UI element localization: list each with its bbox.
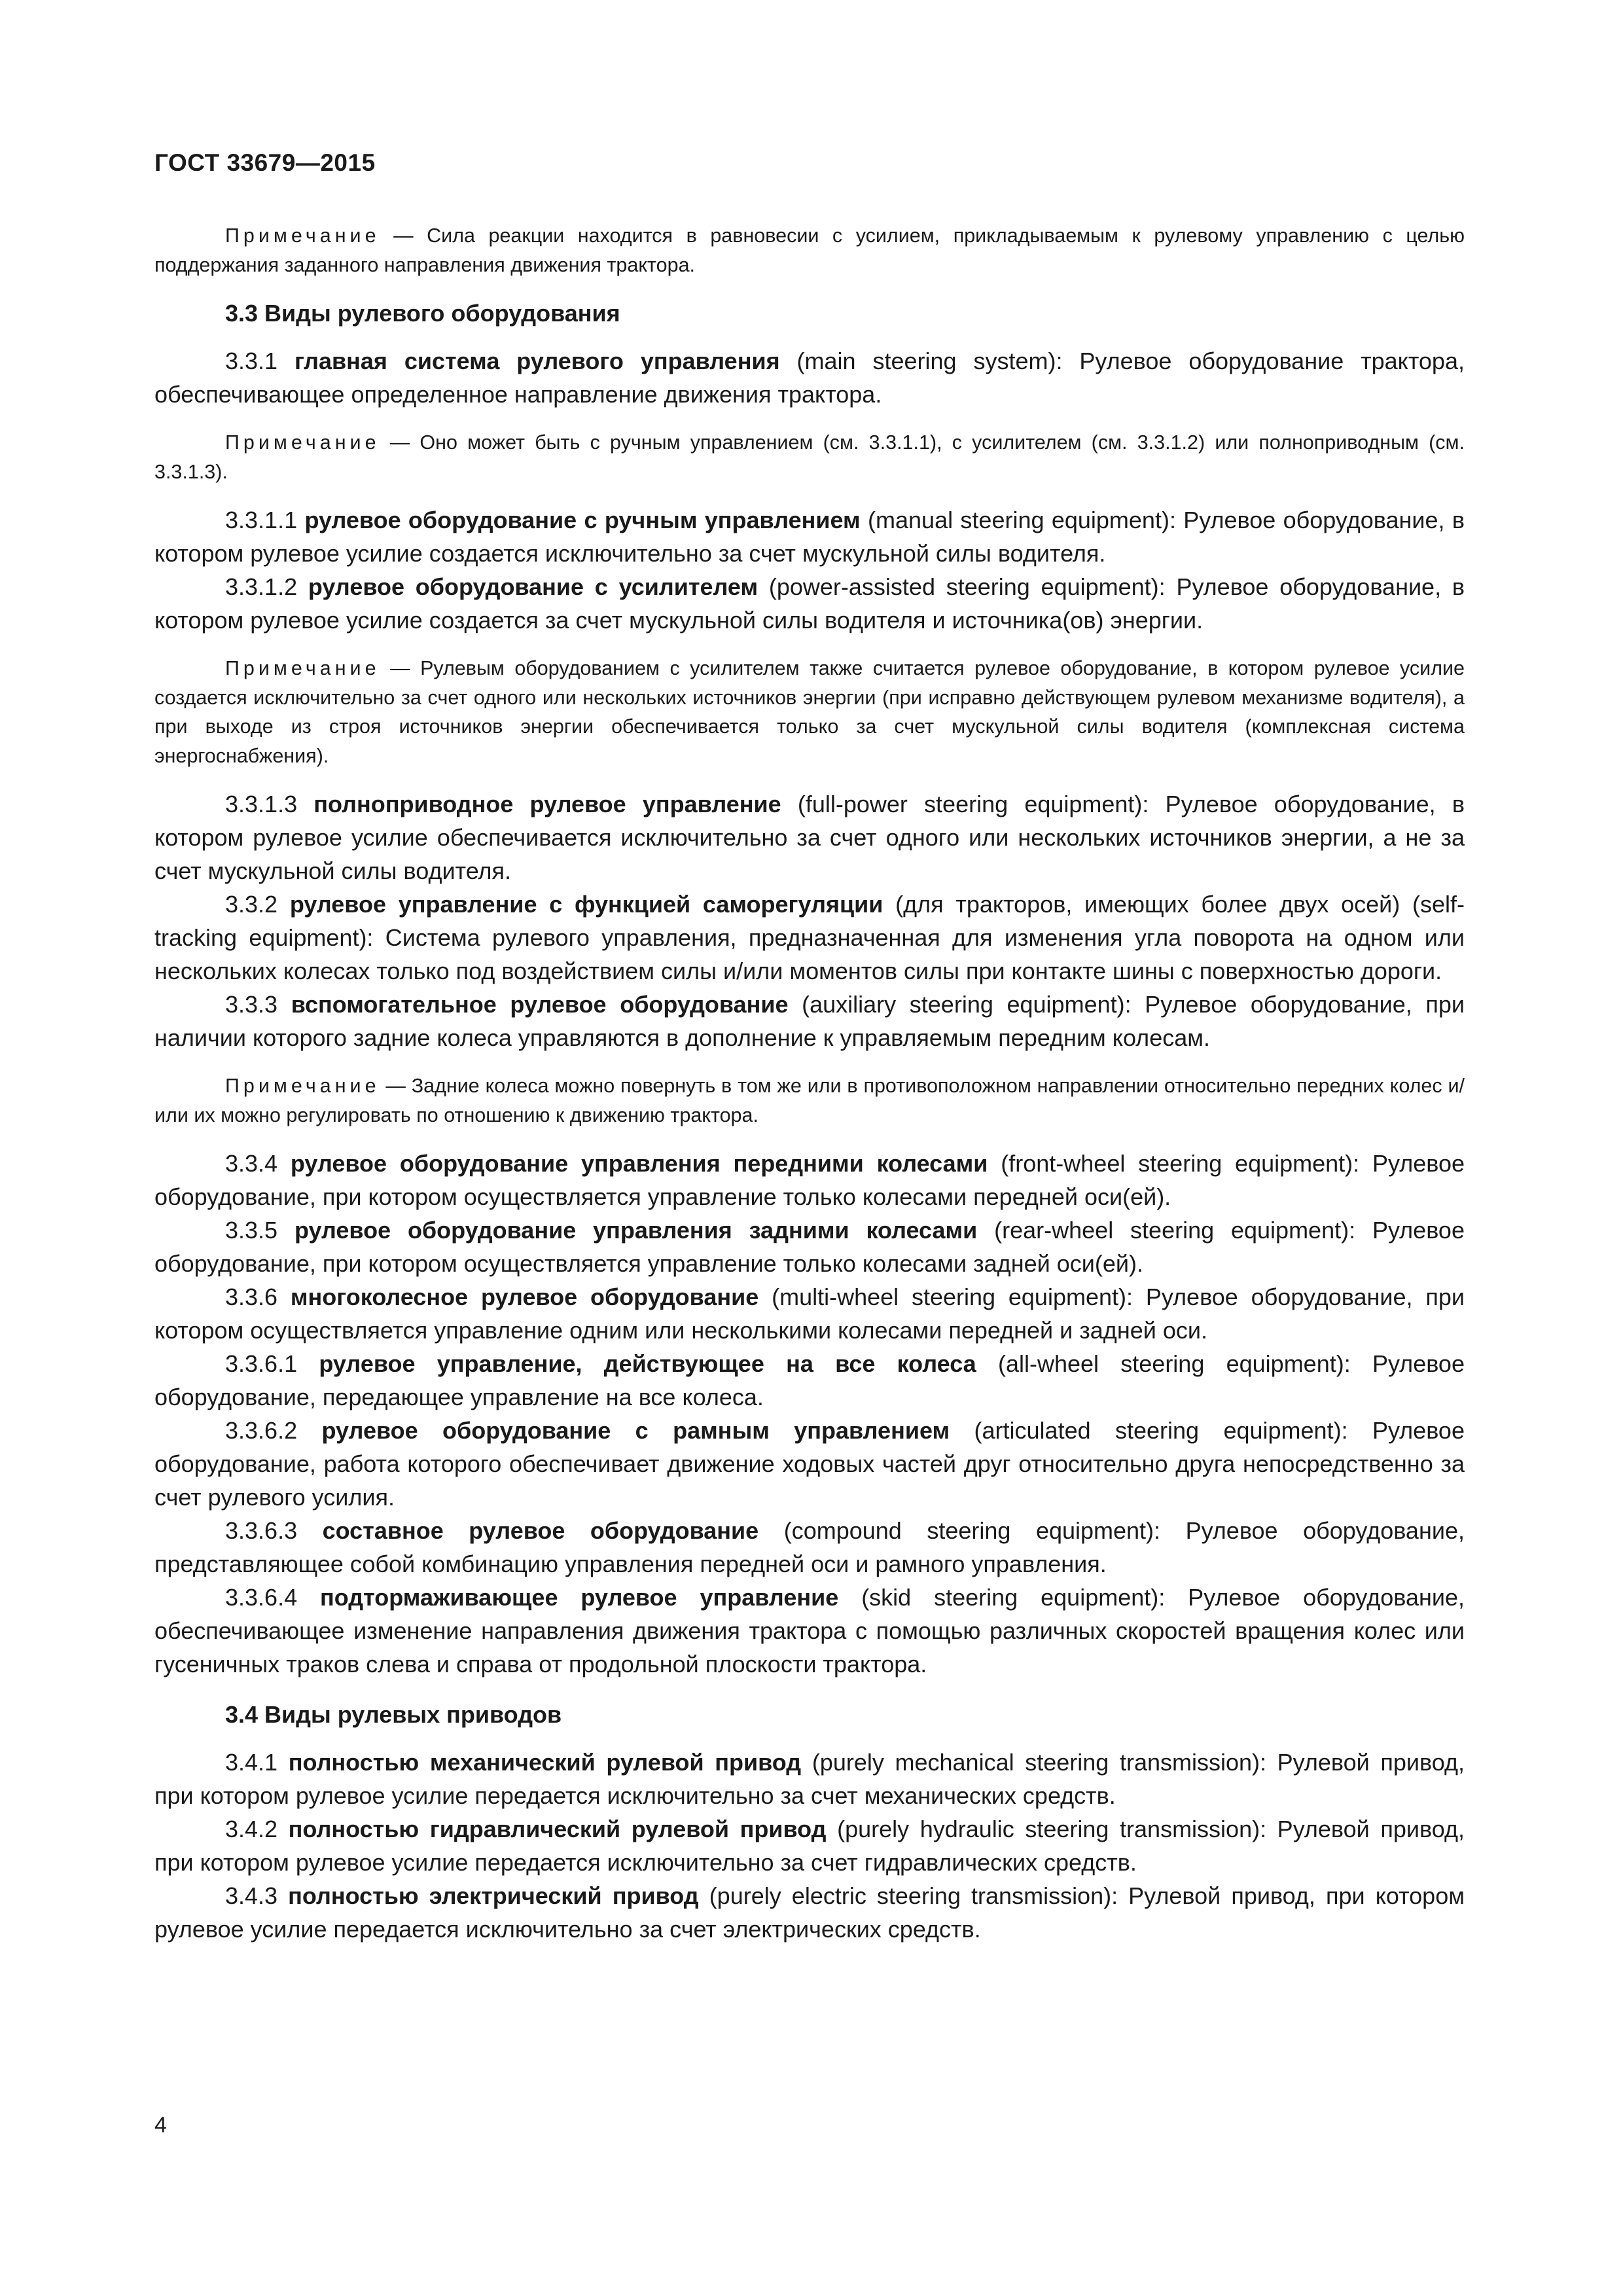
clause-number: 3.3.6.3 bbox=[225, 1517, 298, 1544]
clause-3-3-5 bbox=[154, 1213, 1465, 1280]
document-header: ГОСТ 33679—2015 bbox=[154, 149, 376, 176]
note-text: — Оно может быть с ручным управлением (см. 3.3.1.1), с усилителем (см. 3.3.1.2) или полноприводным (см. 3.3.1.3). bbox=[154, 431, 1465, 483]
clause-number: 3.3.2 bbox=[225, 891, 278, 918]
clause-text: (multi-wheel steering equipment): Рулевое оборудование, при котором осуществляется управление одним или несколькими колесами передней и задней оси. bbox=[154, 1283, 1465, 1344]
note-label: Примечание bbox=[225, 431, 380, 454]
clause-term: рулевое оборудование с ручным управлением bbox=[304, 507, 861, 533]
clause-3-3-6-2 bbox=[154, 1414, 1465, 1514]
note-rear-wheels bbox=[154, 1071, 1465, 1130]
clause-text: (main steering system): Рулевое оборудование трактора, обеспечивающее определенное направление движения трактора. bbox=[154, 348, 1465, 408]
clause-text: (purely mechanical steering transmission): Рулевой привод, при котором рулевое усилие передается исключительно за счет механических средств. bbox=[154, 1749, 1465, 1809]
clause-3-4-2 bbox=[154, 1812, 1465, 1879]
clause-text: (purely hydraulic steering transmission): Рулевой привод, при котором рулевое усилие передается исключительно за счет гидравлических средств. bbox=[154, 1816, 1465, 1876]
clause-3-3-6-3 bbox=[154, 1514, 1465, 1581]
document-body bbox=[154, 221, 1465, 1946]
clause-number: 3.4.2 bbox=[225, 1816, 278, 1842]
clause-term: составное рулевое оборудование bbox=[322, 1517, 759, 1544]
clause-number: 3.3.6.1 bbox=[225, 1350, 298, 1377]
clause-term: полностью гидравлический рулевой привод bbox=[288, 1816, 827, 1842]
clause-3-3-6-4 bbox=[154, 1581, 1465, 1681]
clause-3-3-1 bbox=[154, 344, 1465, 411]
clause-term: главная система рулевого управления bbox=[294, 348, 780, 374]
clause-term: вспомогательное рулевое оборудование bbox=[291, 991, 789, 1018]
clause-text: (all-wheel steering equipment): Рулевое оборудование, передающее управление на все колеса. bbox=[154, 1350, 1465, 1410]
clause-number: 3.3.1 bbox=[225, 348, 278, 374]
note-text: — Сила реакции находится в равновесии с усилием, прикладываемым к рулевому управлению с целью поддержания заданного направления движения трактора. bbox=[154, 224, 1465, 276]
note-steering-types bbox=[154, 428, 1465, 486]
clause-3-3-2 bbox=[154, 888, 1465, 988]
clause-text: (compound steering equipment): Рулевое оборудование, представляющее собой комбинацию управления передней оси и рамного управления. bbox=[154, 1517, 1465, 1577]
clause-text: (purely electric steering transmission): Рулевой привод, при котором рулевое усилие передается исключительно за счет электрических средств. bbox=[154, 1882, 1465, 1943]
clause-3-3-6 bbox=[154, 1280, 1465, 1347]
note-label: Примечание bbox=[225, 224, 380, 247]
clause-number: 3.3.1.2 bbox=[225, 573, 298, 600]
clause-3-3-1-1 bbox=[154, 503, 1465, 570]
clause-number: 3.3.6.4 bbox=[225, 1584, 298, 1611]
note-text: — Задние колеса можно повернуть в том же или в противоположном направлении относительно передних колес и/или их можно регулировать по отношению к движению трактора. bbox=[154, 1075, 1465, 1126]
clause-number: 3.3.6 bbox=[225, 1283, 278, 1310]
clause-term: рулевое оборудование с рамным управлением bbox=[321, 1417, 950, 1444]
clause-term: полноприводное рулевое управление bbox=[313, 791, 781, 817]
clause-3-3-6-1 bbox=[154, 1347, 1465, 1414]
clause-text: (для тракторов, имеющих более двух осей) (self-tracking equipment): Система рулевого управления, предназначенная для изменения угла поворота на одном или нескольких колесах только под воздействием силы и/или моментов силы при контакте шины с поверхностью дороги. bbox=[154, 891, 1465, 984]
note-power-assisted bbox=[154, 654, 1465, 770]
note-text: — Рулевым оборудованием с усилителем также считается рулевое оборудование, в котором рулевое усилие создается исключительно за счет одного или нескольких источников энергии (при исправно действующем рулевом механизме водителя), а при выходе из строя источников энергии обеспечивается только за счет мускульной силы водителя (комплексная система энергоснабжения). bbox=[154, 657, 1465, 767]
clause-term: полностью механический рулевой привод bbox=[288, 1749, 802, 1776]
clause-number: 3.3.3 bbox=[225, 991, 278, 1018]
clause-term: подтормаживающее рулевое управление bbox=[320, 1584, 839, 1611]
note-label: Примечание bbox=[225, 657, 380, 679]
clause-text: (front-wheel steering equipment): Рулевое оборудование, при котором осуществляется управление только колесами передней оси(ей). bbox=[154, 1150, 1465, 1210]
clause-term: рулевое управление, действующее на все колеса bbox=[319, 1350, 976, 1377]
clause-number: 3.3.1.3 bbox=[225, 791, 298, 817]
page-number: 4 bbox=[154, 2113, 167, 2138]
clause-text: (auxiliary steering equipment): Рулевое оборудование, при наличии которого задние колеса управляются в дополнение к управляемым передним колесам. bbox=[154, 991, 1465, 1051]
clause-number: 3.4.1 bbox=[225, 1749, 278, 1776]
clause-text: (full-power steering equipment): Рулевое оборудование, в котором рулевое усилие обеспечивается исключительно за счет одного или нескольких источников энергии, а не за счет мускульной силы водителя. bbox=[154, 791, 1465, 884]
clause-3-3-3 bbox=[154, 988, 1465, 1054]
clause-number: 3.3.1.1 bbox=[225, 507, 298, 533]
clause-term: многоколесное рулевое оборудование bbox=[290, 1283, 759, 1310]
clause-text: (skid steering equipment): Рулевое оборудование, обеспечивающее изменение направления движения трактора с помощью различных скоростей вращения колес или гусеничных траков слева и справа от продольной плоскости трактора. bbox=[154, 1584, 1465, 1677]
note-reaction-force bbox=[154, 221, 1465, 279]
clause-number: 3.3.4 bbox=[225, 1150, 278, 1177]
clause-text: (power-assisted steering equipment): Рулевое оборудование, в котором рулевое усилие создается за счет мускульной силы водителя и источника(ов) энергии. bbox=[154, 573, 1465, 634]
clause-term: рулевое управление с функцией саморегуляции bbox=[289, 891, 883, 918]
note-label: Примечание bbox=[225, 1075, 380, 1097]
section-heading-3-4: 3.4 Виды рулевых приводов bbox=[225, 1701, 562, 1728]
clause-term: рулевое оборудование управления передними колесами bbox=[290, 1150, 988, 1177]
clause-3-3-1-3 bbox=[154, 787, 1465, 888]
clause-text: (articulated steering equipment): Рулевое оборудование, работа которого обеспечивает движение ходовых частей друг относительно друга непосредственно за счет рулевого усилия. bbox=[154, 1417, 1465, 1511]
clause-3-3-1-2 bbox=[154, 570, 1465, 637]
clause-text: (rear-wheel steering equipment): Рулевое оборудование, при котором осуществляется управление только колесами задней оси(ей). bbox=[154, 1217, 1465, 1277]
clause-number: 3.3.5 bbox=[225, 1217, 278, 1244]
clause-3-3-4 bbox=[154, 1147, 1465, 1213]
clause-term: рулевое оборудование управления задними колесами bbox=[294, 1217, 978, 1244]
clause-3-4-1 bbox=[154, 1746, 1465, 1812]
clause-number: 3.3.6.2 bbox=[225, 1417, 298, 1444]
clause-3-4-3 bbox=[154, 1879, 1465, 1946]
clause-text: (manual steering equipment): Рулевое оборудование, в котором рулевое усилие создается исключительно за счет мускульной силы водителя. bbox=[154, 507, 1465, 567]
clause-term: полностью электрический привод bbox=[288, 1882, 699, 1909]
section-heading-3-3: 3.3 Виды рулевого оборудования bbox=[225, 300, 620, 327]
clause-term: рулевое оборудование с усилителем bbox=[308, 573, 758, 600]
clause-number: 3.4.3 bbox=[225, 1882, 278, 1909]
